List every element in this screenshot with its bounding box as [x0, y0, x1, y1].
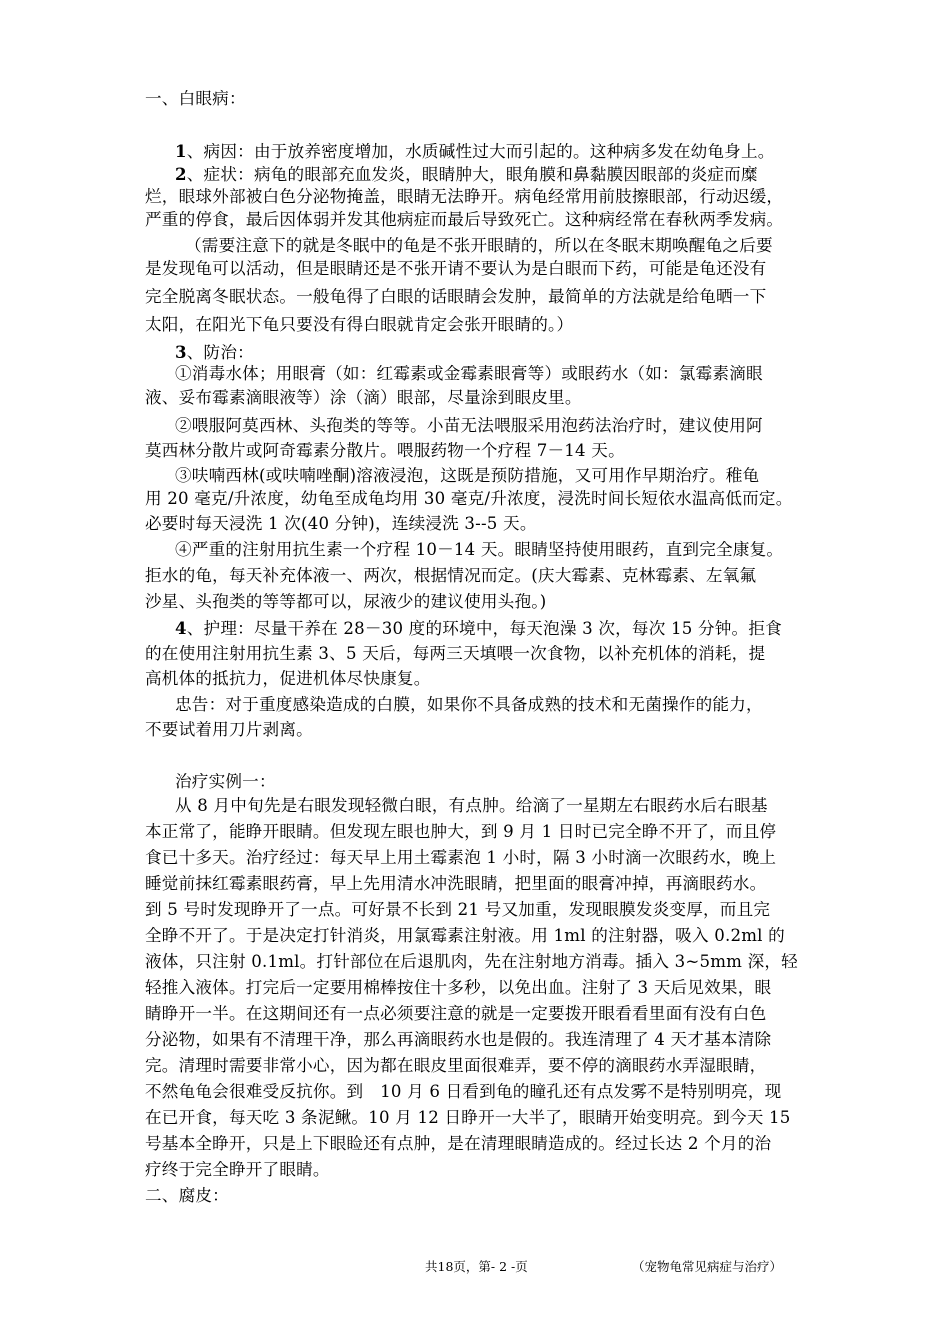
prevention-item-line: ②喂服阿莫西林、头孢类的等等。小苗无法喂服采用泡药法治疗时，建议使用阿 — [175, 416, 763, 435]
case-line: 从 8 月中旬先是右眼发现轻微白眼，有点肿。给滴了一星期左右眼药水后右眼基 — [175, 796, 768, 815]
prevention-item-line: 沙星、头孢类的等等都可以，尿液少的建议使用头孢。) — [145, 592, 547, 611]
section-title: 二、腐皮： — [145, 1186, 229, 1205]
prevention-item-line: ①消毒水体；用眼膏（如：红霉素或金霉素眼膏等）或眼药水（如：氯霉素滴眼 — [175, 364, 763, 383]
case-line: 完。清理时需要非常小心，因为都在眼皮里面很难弄，要不停的滴眼药水弄湿眼睛， — [145, 1056, 767, 1075]
symptom-line — [175, 164, 855, 185]
cause-num: 1 — [175, 141, 187, 161]
prevention-item-line: 莫西林分散片或阿奇霉素分散片。喂服药物一个疗程 7－14 天。 — [145, 441, 625, 460]
cause-label: 、病因： — [186, 142, 254, 161]
symptom-num: 2 — [175, 164, 187, 184]
advice-line: 忠告：对于重度感染造成的白膜，如果你不具备成熟的技术和无菌操作的能力， — [175, 695, 763, 714]
care-line: 高机体的抵抗力，促进机体尽快康复。 — [145, 669, 431, 688]
care-line: 的在使用注射用抗生素 3、5 天后，每两三天填喂一次食物，以补充机体的消耗，提 — [145, 644, 766, 663]
case-line: 号基本全睁开，只是上下眼睑还有点肿，是在清理眼睛造成的。经过长达 2 个月的治 — [145, 1134, 772, 1153]
case-line: 在已开食，每天吃 3 条泥鳅。10 月 12 日睁开一大半了，眼睛开始变明亮。到今天 15 — [145, 1108, 791, 1127]
prevention-label: 、防治： — [186, 343, 254, 362]
page-number: 共18页，第- 2 -页 — [425, 1259, 528, 1274]
note-line: 太阳，在阳光下龟只要没有得白眼就肯定会张开眼睛的。） — [145, 315, 574, 334]
case-line: 食已十多天。治疗经过：每天早上用土霉素泡 1 小时，隔 3 小时滴一次眼药水，晚上 — [145, 848, 777, 867]
case-line: 轻推入液体。打完后一定要用棉棒按住十多秒，以免出血。注射了 3 天后见效果，眼 — [145, 978, 772, 997]
prevention-item-line: ③呋喃西林(或呋喃唑酮)溶液浸泡，这既是预防措施，又可用作早期治疗。稚龟 — [175, 466, 760, 485]
symptom-label: 、症状： — [186, 165, 254, 184]
note-line: （需要注意下的就是冬眠中的龟是不张开眼睛的，所以在冬眠末期唤醒龟之后要 — [185, 236, 773, 255]
case-line: 全睁不开了。于是决定打针消炎，用氯霉素注射液。用 1ml 的注射器，吸入 0.2ml 的 — [145, 926, 785, 945]
prevention-heading — [175, 342, 855, 363]
case-line: 到 5 号时发现睁开了一点。可好景不长到 21 号又加重，发现眼膜发炎变厚，而且完 — [145, 900, 771, 919]
case-line: 疗终于完全睁开了眼睛。 — [145, 1160, 330, 1179]
cause-text: 由于放养密度增加，水质碱性过大而引起的。这种病多发在幼龟身上。 — [253, 142, 775, 161]
care-line — [175, 618, 855, 639]
prevention-item-line: ④严重的注射用抗生素一个疗程 10－14 天。眼睛坚持使用眼药，直到完全康复。 — [175, 540, 784, 559]
section-title: 一、白眼病： — [145, 89, 246, 108]
note-line: 是发现龟可以活动，但是眼睛还是不张开请不要认为是白眼而下药，可能是龟还没有 — [145, 259, 767, 278]
note-line: 完全脱离冬眠状态。一般龟得了白眼的话眼睛会发肿，最简单的方法就是给龟晒一下 — [145, 287, 767, 306]
care-num: 4 — [175, 618, 187, 638]
symptom-line: 严重的停食，最后因体弱并发其他病症而最后导致死亡。这种病经常在春秋两季发病。 — [145, 210, 784, 229]
prevention-item-line: 拒水的龟，每天补充体液一、两次，根据情况而定。(庆大霉素、克林霉素、左氧氟 — [145, 566, 757, 585]
prevention-item-line: 液、妥布霉素滴眼液等）涂（滴）眼部，尽量涂到眼皮里。 — [145, 388, 582, 407]
case-line: 分泌物，如果有不清理干净，那么再滴眼药水也是假的。我连清理了 4 天才基本清除 — [145, 1030, 772, 1049]
prevention-item-line: 必要时每天浸洗 1 次(40 分钟)，连续浸洗 3--5 天。 — [145, 514, 537, 533]
case-line: 液体，只注射 0.1ml。打针部位在后退肌肉，先在注射地方消毒。插入 3~5mm 深，轻 — [145, 952, 798, 971]
case-line: 不然龟龟会很难受反抗你。到 10 月 6 日看到龟的瞳孔还有点发雾不是特别明亮，现 — [145, 1082, 782, 1101]
prevention-num: 3 — [175, 342, 187, 362]
care-label: 、护理： — [186, 619, 254, 638]
symptom-line: 烂，眼球外部被白色分泌物掩盖，眼睛无法睁开。病龟经常用前肢擦眼部，行动迟缓， — [145, 187, 784, 206]
case-line: 睛睁开一半。在这期间还有一点必须要注意的就是一定要拨开眼看看里面有没有白色 — [145, 1004, 767, 1023]
case-line: 睡觉前抹红霉素眼药膏，早上先用清水冲洗眼睛，把里面的眼膏冲掉，再滴眼药水。 — [145, 874, 767, 893]
case-title: 治疗实例一： — [175, 772, 276, 791]
case-line: 本正常了，能睁开眼睛。但发现左眼也肿大，到 9 月 1 日时已完全睁不开了，而且停 — [145, 822, 777, 841]
cause-paragraph — [175, 141, 855, 162]
footer-doc-title: （宠物龟常见病症与治疗） — [632, 1259, 783, 1274]
care-text: 尽量干养在 28－30 度的环境中，每天泡澡 3 次，每次 15 分钟。拒食 — [253, 619, 782, 638]
advice-line: 不要试着用刀片剥离。 — [145, 720, 313, 739]
prevention-item-line: 用 20 毫克/升浓度，幼龟至成龟均用 30 毫克/升浓度，浸洗时间长短依水温高低而定。 — [145, 489, 793, 508]
symptom-text: 病龟的眼部充血发炎，眼睛肿大，眼角膜和鼻黏膜因眼部的炎症而糜 — [253, 165, 758, 184]
